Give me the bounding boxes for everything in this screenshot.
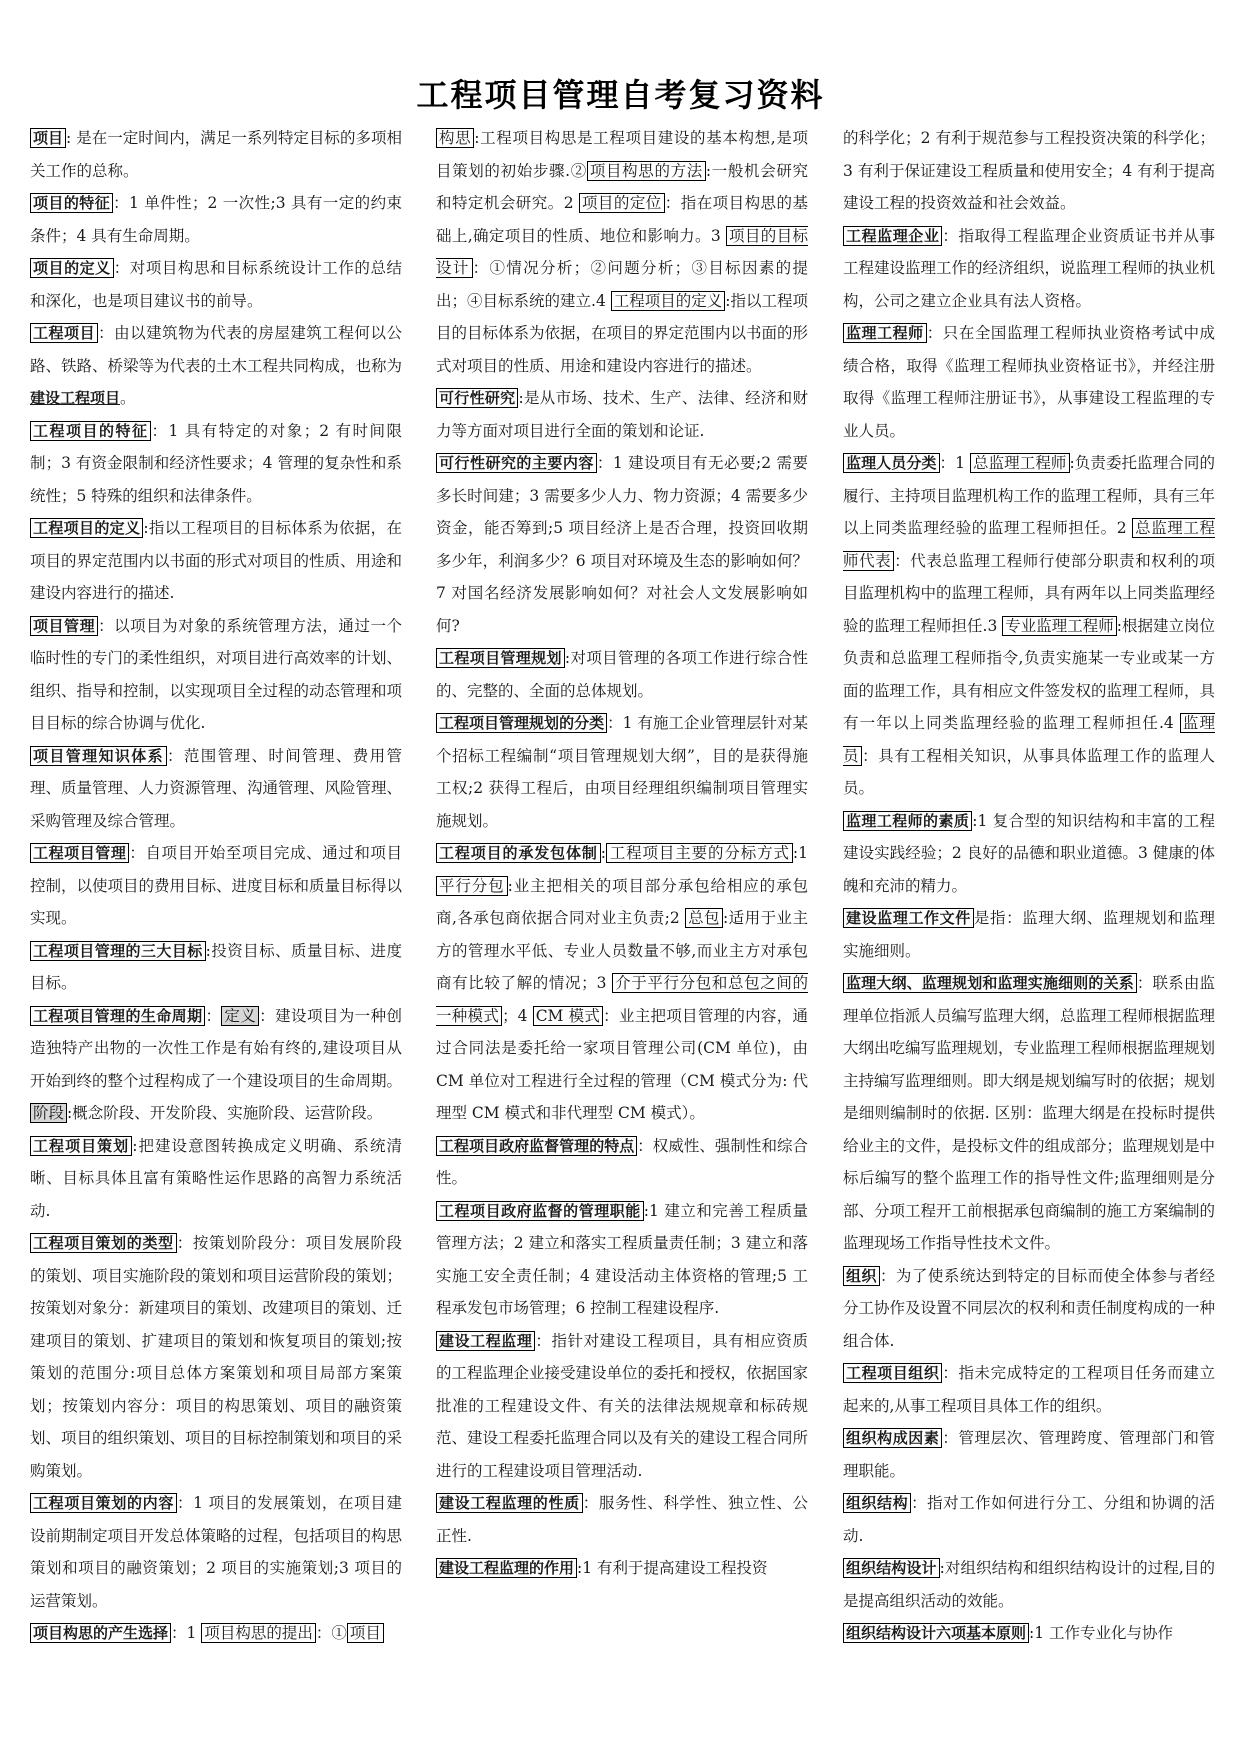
definition: :概念阶段、开发阶段、实施阶段、运营阶段。: [67, 1104, 383, 1122]
term: 工程项目的定义: [30, 518, 143, 538]
definition: :1: [792, 844, 808, 862]
entry-concept-continued: [436, 122, 808, 382]
definition: :一般机会研究和特定机会研究。2: [436, 161, 808, 212]
term: 项目管理: [30, 616, 98, 636]
term: 项目的特征: [30, 193, 113, 213]
definition: ：: [205, 1006, 222, 1025]
definition: ：指取得工程监理企业资质证书并从事工程建设监理工作的经济组织，说监理工程师的执业机构，公司之建立企业具有法人资格。: [843, 226, 1215, 310]
definition: ：只在全国监理工程师执业资格考试中成绩合格，取得《监理工程师执业资格证书》，并经注册取得《监理工程师注册证书》，从事建设工程监理的专业人员。: [843, 324, 1215, 440]
definition: :对组织结构和组织结构设计的过程,目的是提高组织活动的效能。: [843, 1559, 1215, 1610]
definition: :是从市场、技术、生产、法律、经济和财力等方面对项目进行全面的策划和论证.: [436, 389, 808, 440]
subterm: 总监理工程师: [970, 453, 1070, 473]
term: 监理工程师: [843, 323, 927, 343]
entry-engineering-project: [30, 317, 402, 415]
entry-pm-knowledge: [30, 740, 402, 838]
term: 监理大纲、监理规划和监理实施细则的关系: [843, 973, 1137, 993]
definition: ；4: [502, 1006, 533, 1025]
term: 组织结构: [843, 1493, 911, 1513]
term: 项目构思的产生选择: [30, 1623, 171, 1643]
entry-contracting-system: [436, 837, 808, 1130]
entry-pm-planning: [436, 642, 808, 707]
term: 工程项目策划的类型: [30, 1233, 177, 1253]
term: 组织构成因素: [843, 1428, 942, 1448]
definition: ：1: [171, 1624, 202, 1642]
term: 工程项目的特征: [30, 421, 151, 441]
entry-planning-types: [30, 1227, 402, 1487]
entry-documents-relationship: [843, 967, 1215, 1260]
definition: ：代表总监理工程师行使部分职责和权利的项目监理机构中的监理工程师，具有两年以上同类监理经验的监理工程师担任.3: [843, 551, 1215, 635]
entry-construction-supervision: [436, 1325, 808, 1488]
term: 可行性研究: [436, 388, 518, 408]
definition: ：指在项目构思的基础上,确定项目的性质、地位和影响力。3: [436, 194, 808, 245]
subterm: 工程项目主要的分标方式: [606, 843, 793, 863]
entry-concept-selection: [30, 1617, 402, 1650]
definition: :根据建立岗位负责和总监理工程师指令,负责实施某一专业或某一方面的监理工作，具有相应文件签发权的监理工程师，具有一年以上同类监理经验的监理工程师担任.4: [843, 616, 1215, 732]
definition: :工程项目构思是工程项目建设的基本构想,是项目策划的初始步骤.②: [436, 129, 808, 180]
entry-three-goals: [30, 935, 402, 1000]
term: 组织: [843, 1266, 880, 1286]
definition: ：指对工作如何进行分工、分组和协调的活动.: [843, 1494, 1215, 1545]
definition: ：指未完成特定的工程项目任务而建立起来的,从事工程项目具体工作的组织。: [843, 1364, 1215, 1415]
subterm: 介于平行分包和总包之间的一种模式: [436, 974, 808, 1025]
term: 工程监理企业: [843, 226, 942, 246]
entry-supervision-nature: [436, 1487, 808, 1552]
entry-supervision-role-continued: [843, 122, 1215, 220]
definition: ：联系由监理单位指派人员编写监理大纲，总监理工程师根据监理大纲出吃编写监理规划，专业监理工程师根据监理规划主持编写监理细则。即大纲是规划编写时的依据；规划是细则编制时的依据. 区别：监理大纲是在投标时提供给业主的文件，是投标文件的组成部分；监理规划是中标后编写的整个监理工作的指导性文件;监理细则是分部、分项工程开工前根据承包商编制的施工方案编制的监理现场工作指导性技术文件。: [843, 974, 1215, 1252]
page-title: 工程项目管理自考复习资料: [416, 76, 825, 114]
term: 工程项目策划: [30, 1136, 132, 1156]
entry-lifecycle: [30, 1000, 402, 1130]
term: 工程项目政府监督的管理职能: [436, 1201, 644, 1221]
definition: ：1 有施工企业管理层针对某个招标工程编制“项目管理规划大纲”，目的是获得施工权;2 获得工程后，由项目经理组织编制项目管理实施规划。: [436, 714, 808, 830]
definition: ：具有工程相关知识，从事具体监理工作的监理人员。: [843, 746, 1215, 797]
subterm: 监理员: [843, 714, 1215, 765]
definition: 是指：监理大纲、监理规划和监理实施细则。: [843, 909, 1215, 960]
entry-engineer-qualities: [843, 805, 1215, 903]
term: 工程项目管理: [30, 843, 129, 863]
subterm: 阶段: [30, 1103, 67, 1123]
term: 组织结构设计六项基本原则: [843, 1623, 1029, 1643]
definition: ：1 单件性；2 一次性;3 具有一定的约束条件；4 具有生命周期。: [30, 194, 402, 245]
definition: ：1: [939, 454, 970, 472]
definition: ：1 具有特定的对象；2 有时间限制；3 有资金限制和经济性要求；4 管理的复杂性和系统性；5 特殊的组织和法律条件。: [30, 421, 402, 505]
entry-engineering-project-definition: [30, 512, 402, 610]
definition: :1 工作专业化与协作: [1029, 1624, 1174, 1642]
entry-project-features: [30, 187, 402, 252]
definition: ：自项目开始至项目完成、通过和项目控制，以使项目的费用目标、进度目标和质量目标得以实现。: [30, 844, 402, 927]
term: 工程项目: [30, 323, 98, 343]
term: 监理工程师的素质: [843, 811, 972, 831]
entry-feasibility-content: [436, 447, 808, 642]
definition: :1 复合型的知识结构和丰富的工程建设实践经验；2 良好的品德和职业道德。3 健康的体魄和充沛的精力。: [843, 811, 1215, 895]
entry-project-management: [30, 610, 402, 740]
entry-supervision-role: [436, 1552, 808, 1585]
subterm: 项目的定位: [579, 193, 665, 213]
subterm: 总监理工程师代表: [843, 519, 1215, 570]
definition: :指以工程项目的目标体系为依据，在项目的界定范围内以书面的形式对项目的性质、用途和建设内容进行的描述.: [30, 519, 402, 602]
definition: ：对项目构思和目标系统设计工作的总结和深化，也是项目建议书的前导。: [30, 259, 402, 310]
term: 建设监理工作文件: [843, 908, 974, 928]
definition: :投资目标、质量目标、进度目标。: [30, 941, 402, 992]
entry-supervision-engineer: [843, 317, 1215, 447]
subterm: 平行分包: [436, 876, 508, 896]
definition-end: 。: [120, 389, 136, 407]
subterm: CM 模式: [533, 1006, 603, 1026]
entry-project-organization: [843, 1357, 1215, 1422]
definition: ：权威性、强制性和综合性。: [436, 1136, 808, 1187]
definition: :指以工程项目的目标体系为依据，在项目的界定范围内以书面的形式对项目的性质、用途和建设内容进行的描述。: [436, 291, 808, 375]
column-3: [843, 122, 1215, 1742]
entry-organization-structure: [843, 1487, 1215, 1552]
entry-structure-design: [843, 1552, 1215, 1617]
term: 项目: [30, 128, 66, 148]
definition: ：按策划阶段分：项目发展阶段的策划、项目实施阶段的策划和项目运营阶段的策划；按策划对象分：新建项目的策划、改建项目的策划、迁建项目的策划、扩建项目的策划和恢复项目的策划;按策划的范围分:项目总体方案策划和项目局部方案策划；按策划内容分：项目的构思策划、项目的融资策划、项目的组织策划、项目的目标控制策划和项目的采购策划。: [30, 1234, 402, 1480]
definition: ：为了使系统达到特定的目标而使全体参与者经分工协作及设置不同层次的权利和责任制度构成的一种组合体.: [843, 1266, 1215, 1350]
definition: ：管理层次、管理跨度、管理部门和管理职能。: [843, 1429, 1215, 1480]
entry-supervision-documents: [843, 902, 1215, 967]
definition: ：以项目为对象的系统管理方法，通过一个临时性的专门的柔性组织，对项目进行高效率的计划、组织、指导和控制，以实现项目全过程的动态管理和项目目标的综合协调与优化.: [30, 616, 402, 732]
term: 建设工程监理: [436, 1331, 535, 1351]
entry-project: [30, 122, 402, 187]
definition: :对项目管理的各项工作进行综合性的、完整的、全面的总体规划。: [436, 649, 808, 700]
definition: : 是在一定时间内，满足一系列特定目标的多项相关工作的总称。: [30, 129, 402, 180]
definition: :1 有利于提高建设工程投资: [577, 1559, 768, 1577]
definition: ：1 项目的发展策划，在项目建设前期制定项目开发总体策略的过程，包括项目的构思策划和项目的融资策划；2 项目的实施策划;3 项目的运营策划。: [30, 1494, 402, 1610]
entry-planning-content: [30, 1487, 402, 1617]
entry-gov-supervision-features: [436, 1130, 808, 1195]
subterm: 定义: [221, 1006, 259, 1026]
term: 工程项目管理规划: [436, 648, 565, 668]
entry-supervision-enterprise: [843, 220, 1215, 318]
underlined-term: 建设工程项目: [30, 389, 121, 407]
term: 建设工程监理的性质: [436, 1493, 583, 1513]
subterm: 项目构思的方法: [587, 161, 706, 181]
term: 可行性研究的主要内容: [436, 453, 597, 473]
subterm: 项目构思的提出: [201, 1623, 316, 1643]
term: 项目的定义: [30, 258, 114, 278]
definition: ：范围管理、时间管理、费用管理、质量管理、人力资源管理、沟通管理、风险管理、采购管理及综合管理。: [30, 746, 402, 830]
entry-organization: [843, 1260, 1215, 1358]
definition: ：①: [315, 1624, 347, 1642]
definition: :适用于业主方的管理水平低、专业人员数量不够,而业主方对承包商有比较了解的情况；3: [436, 909, 808, 992]
definition: :负责委托监理合同的履行、主持项目监理机构工作的监理工程师，具有三年以上同类监理经验的监理工程师担任。2: [843, 454, 1215, 537]
column-2: [436, 122, 808, 1742]
subterm: 项目: [347, 1623, 384, 1643]
definition: ：业主把项目管理的内容，通过合同法是委托给一家项目管理公司(CM 单位)，由 CM 单位对工程进行全过程的管理（CM 模式分为: 代理型 CM 模式和非代理型 CM 模式）。: [436, 1006, 808, 1122]
term: 监理人员分类: [843, 453, 940, 473]
entry-engineering-pm: [30, 837, 402, 935]
entry-pm-planning-types: [436, 707, 808, 837]
term: 工程项目管理规划的分类: [436, 713, 607, 733]
term: 工程项目策划的内容: [30, 1493, 177, 1513]
definition: :把建设意图转换成定义明确、系统清晰、目标具体且富有策略性运作思路的高智力系统活动.: [30, 1136, 402, 1220]
entry-design-principles: [843, 1617, 1215, 1650]
definition: :业主把相关的项目部分承包给相应的承包商,各承包商依据合同对业主负责;2: [436, 876, 808, 927]
term: 组织结构设计: [843, 1558, 940, 1578]
term: 工程项目的承发包体制: [436, 843, 601, 863]
subterm: 专业监理工程师: [1002, 616, 1117, 636]
definition: ：①情况分析；②问题分析；③目标因素的提出；④目标系统的建立.4: [436, 259, 808, 310]
subterm: 构思: [436, 128, 474, 148]
definition: ：建设项目为一种创造独特产出物的一次性工作是有始有终的,建设项目从开始到终的整个过程构成了一个建设项目的生命周期。: [30, 1006, 402, 1090]
entry-planning: [30, 1130, 402, 1228]
entry-gov-supervision-functions: [436, 1195, 808, 1325]
subterm: 项目的目标设计: [436, 226, 808, 277]
entry-engineering-project-features: [30, 415, 402, 513]
term: 工程项目管理的生命周期: [30, 1006, 205, 1026]
definition: ：服务性、科学性、独立性、公正性.: [436, 1494, 808, 1545]
subterm: 总包: [685, 908, 723, 928]
entry-supervisor-categories: [843, 447, 1215, 805]
definition: :1 建立和完善工程质量管理方法；2 建立和落实工程质量责任制；3 建立和落实施工安全责任制；4 建设活动主体资格的管理;5 工程承发包市场管理；6 控制工程建设程序.: [436, 1201, 808, 1317]
term: 工程项目组织: [843, 1363, 942, 1383]
definition: ：1 建设项目有无必要;2 需要多长时间建；3 需要多少人力、物力资源；4 需要多少资金，能否筹到;5 项目经济上是否合理，投资回收期多少年，利润多少？6 项目对环境及生态的影响如何？7 对国名经济发展影响如何？对社会人文发展影响如何?: [436, 454, 808, 635]
entry-project-definition: [30, 252, 402, 317]
definition: ：由以建筑物为代表的房屋建筑工程何以公路、铁路、桥梁等为代表的土木工程共同构成，也称为: [30, 324, 402, 375]
entry-organization-factors: [843, 1422, 1215, 1487]
column-1: [30, 122, 402, 1742]
term: 工程项目管理的三大目标: [30, 941, 206, 961]
entry-feasibility: [436, 382, 808, 447]
term: 建设工程监理的作用: [436, 1558, 577, 1578]
term: 工程项目政府监督管理的特点: [436, 1136, 637, 1156]
term: 项目管理知识体系: [30, 746, 167, 766]
definition: :: [600, 844, 606, 862]
subterm: 工程项目的定义: [611, 291, 726, 311]
definition: ：指针对建设工程项目，具有相应资质的工程监理企业接受建设单位的委托和授权，依据国家批准的工程建设文件、有关的法律法规规章和标砖规范、建设工程委托监理合同以及有关的建设工程合同所进行的工程建设项目管理活动.: [436, 1331, 808, 1480]
definition: 的科学化；2 有利于规范参与工程投资决策的科学化；3 有利于保证建设工程质量和使用安全；4 有利于提高建设工程的投资效益和社会效益。: [843, 129, 1215, 212]
